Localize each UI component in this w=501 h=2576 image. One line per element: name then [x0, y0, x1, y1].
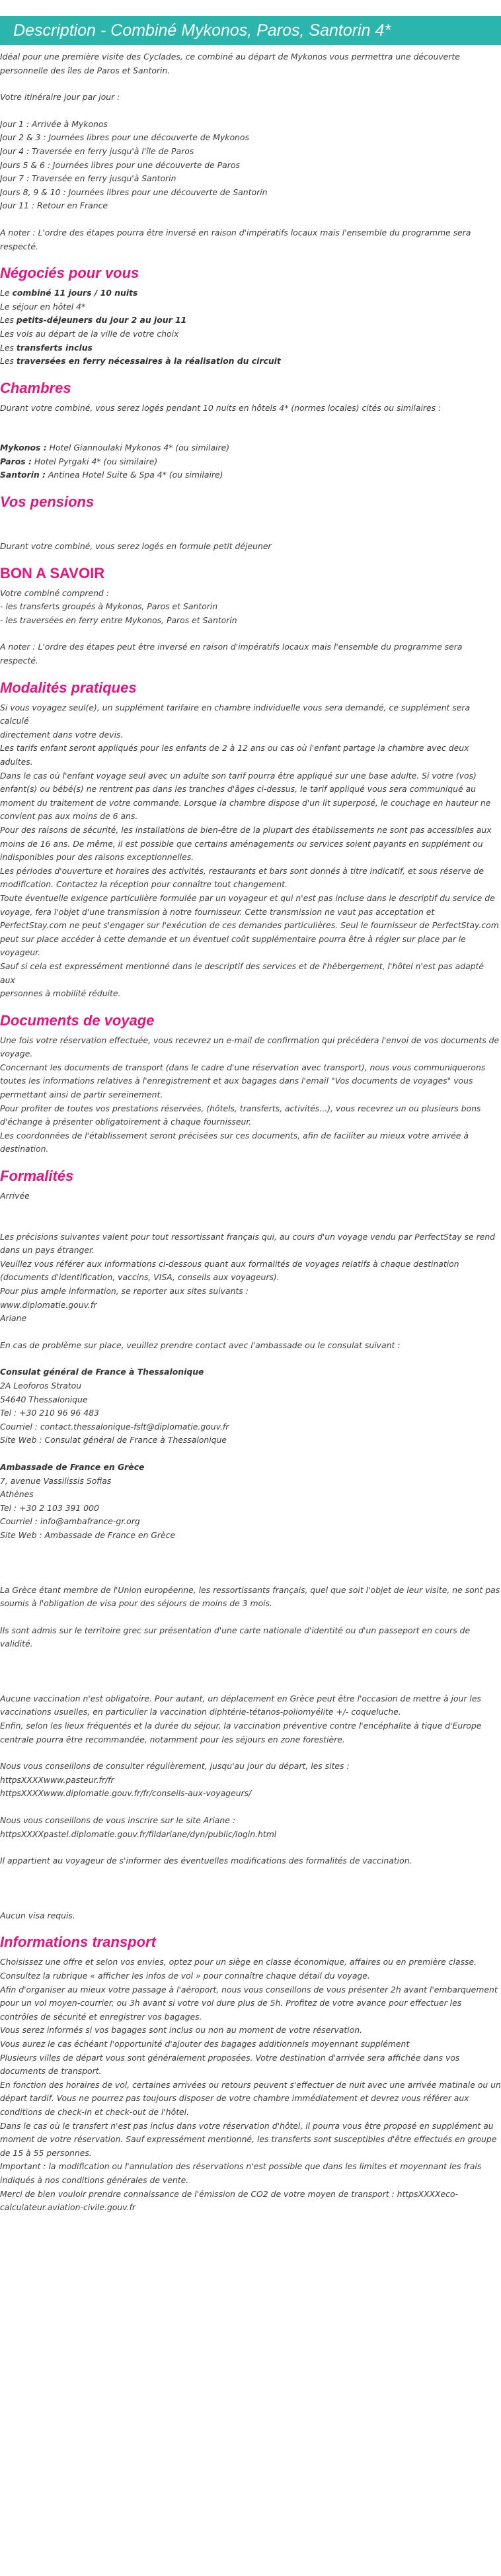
- meals-heading: Vos pensions: [0, 494, 95, 511]
- transport-line: Plusieurs villes de départ vous sont généralement proposées. Votre destination d'arrivée sera affichée dans vos: [0, 2052, 460, 2063]
- embassy-contact: [0, 1461, 501, 1543]
- consulate-contact: [0, 1365, 501, 1447]
- ariane-link[interactable]: Ariane: [0, 1313, 27, 1324]
- consulate-line: 2A Leoforos Stratou: [0, 1380, 82, 1391]
- itinerary-note: [0, 226, 501, 253]
- itinerary-day: Jour 11 : Retour en France: [0, 200, 108, 211]
- ariane-register: [0, 1814, 501, 1841]
- practical-line: Toute éventuelle exigence particulière formulée par un voyageur et qui n'est pas incluse dans le descriptif du service de: [0, 892, 495, 903]
- good-to-know-line: Votre combiné comprend :: [0, 587, 109, 598]
- consult-sites: [0, 1760, 501, 1801]
- item-prefix: Le: [0, 288, 13, 298]
- practical-line: voyage, fera l'objet d'une transmission à notre fournisseur. Cette transmission ne vaut pas acceptation et: [0, 906, 435, 917]
- practical-line: Les tarifs enfant seront appliqués pour les enfants de 2 à 12 ans ou cas où l'enfant partage la chambre avec deux adultes.: [0, 743, 469, 767]
- item-bold: traversées en ferry nécessaires à la réalisation du circuit: [16, 356, 281, 366]
- formalities-line: Veuillez vous référer aux informations ci-dessous quant aux formalités de voyages relatifs à chaque destination: [0, 1258, 459, 1269]
- co2-calculator-link[interactable]: calculateur.aviation-civile.gouv.fr: [0, 2202, 135, 2213]
- eu-line: soumis à l'obligation de visa pour des séjours de moins de 3 mois.: [0, 1598, 272, 1609]
- hotel-entry: [0, 468, 501, 482]
- practical-line: personnes à mobilité réduite.: [0, 988, 121, 999]
- pasteur-link[interactable]: httpsXXXXwww.pasteur.fr/fr: [0, 1774, 114, 1785]
- itinerary-note-line: respecté.: [0, 241, 38, 251]
- practical-line: peut sur place accéder à cette demande et un éventuel coût supplémentaire pourra être à régler sur place par le: [0, 933, 466, 944]
- practical-line: indisponibles pour des raisons exceptionnelles.: [0, 852, 194, 863]
- negotiated-item: [0, 300, 501, 314]
- good-to-know-line: - les transferts groupés à Mykonos, Paros et Santorin: [0, 601, 218, 612]
- register-line: Nous vous conseillons de vous inscrire sur le site Ariane :: [0, 1815, 235, 1826]
- transport-line: documents de transport.: [0, 2066, 102, 2077]
- hotel-name: Antinea Hotel Suite & Spa 4* (ou similaire): [46, 470, 223, 480]
- negotiated-item: [0, 314, 501, 327]
- transport-line: Afin d'organiser au mieux votre passage à l'aéroport, nous vous conseillons de vous présenter 2h avant l'embarquement: [0, 1984, 498, 1995]
- diplomatie-link[interactable]: www.diplomatie.gouv.fr: [0, 1299, 97, 1310]
- embassy-line: Tel : +30 2 103 391 000: [0, 1502, 99, 1513]
- formalities-heading: Formalités: [0, 1168, 74, 1185]
- itinerary-day: Jour 7 : Traversée en ferry jusqu'à Santorin: [0, 173, 176, 184]
- item-bold: petits-déjeuners du jour 2 au jour 11: [16, 315, 187, 325]
- rooms-intro: Durant votre combiné, vous serez logés pendant 10 nuits en hôtels 4* (normes locales) cités ou similaires :: [0, 402, 442, 413]
- practical-line: Sauf si cela est expressément mentionné dans le descriptif des services et de l'hébergement, l'hôtel n'est pas adapté aux: [0, 961, 484, 985]
- formalities-line: (documents d'identification, vaccins, VISA, conseils aux voyageurs).: [0, 1272, 280, 1283]
- practical-line: Les périodes d'ouverture et horaires des activités, restaurants et bars sont donnés à titre indicatif, et sous réserve de: [0, 865, 484, 876]
- documents-text: [0, 1034, 501, 1156]
- vaccine-line: Enfin, selon les lieux fréquentés et la durée du séjour, la vaccination préventive contre l'encéphalite à tique d'Europe: [0, 1721, 482, 1731]
- vaccination-text: [0, 1692, 501, 1746]
- transport-line: Important : la modification ou l'annulation des réservations n'est possible que dans les limites et moyennant les frais: [0, 2161, 482, 2172]
- practical-line: PerfectStay.com ne peut s'engager sur l'exécution de ces demandes particulières. Seul le fournisseur de PerfectStay.com: [0, 920, 499, 931]
- practical-line: Pour des raisons de sécurité, les installations de bien-être de la plupart des établissements ne sont pas accessibles aux: [0, 824, 492, 835]
- hotel-name: Hotel Giannoulaki Mykonos 4* (ou similaire): [46, 443, 230, 453]
- documents-heading: Documents de voyage: [0, 1011, 155, 1029]
- transport-line: Vous aurez le cas échéant l'opportunité d'ajouter des bagages additionnels moyennant supplément: [0, 2038, 410, 2049]
- good-to-know-line: - les traversées en ferry entre Mykonos, Paros et Santorin: [0, 615, 237, 625]
- documents-line: Pour profiter de toutes vos prestations réservées, (hôtels, transferts, activités...), vous recevrez un ou plusieurs bons: [0, 1103, 481, 1113]
- documents-line: d'échange à présenter obligatoirement à chaque fournisseur.: [0, 1117, 252, 1127]
- embassy-line: 7, avenue Vassilissis Sofias: [0, 1475, 112, 1486]
- transport-line: départ tardif. Vous ne pourrez pas toujours disposer de votre chambre immédiatement et devrez vous référer aux: [0, 2093, 469, 2104]
- hotel-island: Santorin :: [0, 470, 46, 480]
- documents-line: permettant ainsi de partir sereinement.: [0, 1090, 163, 1100]
- formalities-line: Les précisions suivantes valent pour tout ressortissant français qui, au cours d'un voyage vendu par PerfectStay se rend: [0, 1231, 496, 1242]
- vaccination-duty: Il appartient au voyageur de s'informer des éventuelles modifications des formalités de vaccination.: [0, 1856, 412, 1866]
- negotiated-heading: Négociés pour vous: [0, 265, 139, 282]
- item-prefix: Les: [0, 315, 17, 325]
- practical-line: directement dans votre devis.: [0, 729, 124, 740]
- transport-line: pour un vol moyen-courrier, ou 3h avant si votre vol dure plus de 5h. Profitez de votre avance pour effectuer les: [0, 1998, 462, 2008]
- practical-heading: Modalités pratiques: [0, 679, 137, 696]
- travel-advice-link[interactable]: httpsXXXXwww.diplomatie.gouv.fr/fr/conseils-aux-voyageurs/: [0, 1788, 252, 1799]
- intro-paragraph: [0, 50, 501, 77]
- practical-line: moins de 16 ans. De même, il est possible que certains aménagements ou services soient payants en supplément ou: [0, 838, 483, 849]
- negotiated-item: [0, 355, 501, 368]
- transport-heading: Informations transport: [0, 1934, 156, 1951]
- itinerary-day: Jour 1 : Arrivée à Mykonos: [0, 118, 108, 129]
- transport-line: Vous serez informés si vos bagages sont inclus ou non au moment de votre réservation.: [0, 2025, 362, 2036]
- vaccine-line: vaccinations usuelles, en particulier la vaccination diphtérie-tétanos-poliomyélite +/- coqueluche.: [0, 1707, 401, 1717]
- practical-text: [0, 701, 501, 1001]
- documents-line: destination.: [0, 1144, 49, 1154]
- transport-line: conditions de check-in et check-out de l'hôtel.: [0, 2106, 190, 2117]
- itinerary-note-line: A noter : L'ordre des étapes pourra être inversé en raison d'impératifs locaux mais l'ensemble du programme sera: [0, 227, 471, 237]
- rooms-heading: Chambres: [0, 379, 71, 396]
- itinerary-day: Jours 5 & 6 : Journées libres pour une découverte de Paros: [0, 159, 240, 170]
- meals-text: Durant votre combiné, vous serez logés en formule petit déjeuner: [0, 541, 272, 552]
- good-to-know-list: [0, 587, 501, 628]
- practical-line: modification. Contactez la réception pour connaître tout changement.: [0, 879, 288, 890]
- negotiated-item: [0, 341, 501, 355]
- practical-line: enfant(s) ou bébé(s) ne rentrent pas dans les tranches d'âges ci-dessus, le tarif appliqué vous sera communiqué au: [0, 784, 477, 794]
- item-prefix: Les: [0, 342, 17, 353]
- transport-line: Merci de bien vouloir prendre connaissance de l'émission de CO2 de votre moyen de transport : httpsXXXXeco-: [0, 2188, 458, 2199]
- consulate-title: Consulat général de France à Thessalonique: [0, 1367, 204, 1377]
- embassy-line: Site Web : Ambassade de France en Grèce: [0, 1529, 176, 1540]
- transport-line: contrôles de sécurité et enregistrer vos bagages.: [0, 2011, 202, 2022]
- embassy-line: Athènes: [0, 1489, 34, 1500]
- ariane-login-link[interactable]: httpsXXXXpastel.diplomatie.gouv.fr/fildariane/dyn/public/login.html: [0, 1828, 277, 1839]
- vaccine-line: centrale pourra être recommandée, notamment pour les séjours en zone forestière.: [0, 1734, 345, 1744]
- transport-text: [0, 1955, 501, 2214]
- documents-line: Les coordonnées de l'établissement seront précisées sur ces documents, afin de faciliter au mieux votre arrivée à: [0, 1130, 469, 1140]
- item-bold: combiné 11 jours / 10 nuits: [12, 288, 138, 298]
- id-line: validité.: [0, 1639, 33, 1649]
- transport-line: de 15 à 55 personnes.: [0, 2147, 92, 2158]
- consulate-line: Tel : +30 210 96 96 483: [0, 1408, 99, 1418]
- hotel-entry: [0, 455, 501, 469]
- embassy-line: Courriel : info@ambafrance-gr.org: [0, 1516, 140, 1527]
- documents-line: toutes les informations relatives à l'enregistrement et aux bagages dans l'email "Vos documents de voyages" vous: [0, 1076, 473, 1086]
- item-prefix: Le séjour en hôtel 4*: [0, 301, 86, 312]
- practical-line: Si vous voyagez seul(e), un supplément tarifaire en chambre individuelle vous sera demandé, ce supplément sera calculé: [0, 702, 471, 726]
- hotel-list: [0, 441, 501, 482]
- description-content: [0, 45, 501, 2215]
- consulate-line: Site Web : Consulat général de France à Thessalonique: [0, 1435, 227, 1445]
- itinerary-list: [0, 118, 501, 213]
- hotel-entry: [0, 441, 501, 455]
- intro-line: personnelle des îles de Paros et Santorin.: [0, 65, 171, 75]
- eu-line: La Grèce étant membre de l'Union européenne, les ressortissants français, quel que soit l'objet de leur visite, ne sont pas: [0, 1584, 500, 1595]
- itinerary-day: Jour 4 : Traversée en ferry jusqu'à l'île de Paros: [0, 146, 194, 156]
- item-bold: transferts inclus: [16, 342, 93, 353]
- itinerary-day: Jours 8, 9 & 10 : Journées libres pour une découverte de Santorin: [0, 187, 268, 197]
- id-requirement-text: [0, 1624, 501, 1651]
- transport-line: Choisissez une offre et selon vos envies, optez pour un siège en classe économique, affaires ou en première classe.: [0, 1957, 477, 1967]
- consult-line: Nous vous conseillons de consulter régulièrement, jusqu'au jour du départ, les sites :: [0, 1761, 350, 1772]
- consulate-line: Courriel : contact.thessalonique-fslt@diplomatie.gouv.fr: [0, 1421, 229, 1432]
- documents-line: Concernant les documents de transport (dans le cadre d'une réservation avec transport), nous vous communiquerons: [0, 1062, 486, 1072]
- visa-text: Aucun visa requis.: [0, 1910, 75, 1920]
- page: [0, 16, 501, 2215]
- vaccine-line: Aucune vaccination n'est obligatoire. Pour autant, un déplacement en Grèce peut être l'occasion de mettre à jour les: [0, 1693, 481, 1703]
- embassy-title: Ambassade de France en Grèce: [0, 1461, 145, 1472]
- consulate-line: 54640 Thessalonique: [0, 1394, 88, 1404]
- documents-line: voyage.: [0, 1049, 33, 1059]
- hotel-island: Mykonos :: [0, 443, 47, 453]
- itinerary-title: Votre itinéraire jour par jour :: [0, 92, 120, 103]
- negotiated-item: [0, 327, 501, 341]
- transport-line: moment de votre réservation. Sauf expressément mentionné, les transferts sont susceptibles d'être effectués en groupe: [0, 2134, 497, 2145]
- negotiated-list: [0, 286, 501, 368]
- item-prefix: Les: [0, 356, 17, 366]
- good-to-know-heading: BON A SAVOIR: [0, 564, 105, 581]
- documents-line: Une fois votre réservation effectuée, vous recevrez un e-mail de confirmation qui précédera l'envoi de vos documents de: [0, 1035, 500, 1045]
- formalities-line: Pour plus ample information, se reporter aux sites suivants :: [0, 1286, 249, 1296]
- id-line: Ils sont admis sur le territoire grec sur présentation d'une carte nationale d'identité ou d'un passeport en cours de: [0, 1625, 471, 1635]
- practical-line: convient pas aux moins de 6 ans.: [0, 811, 138, 822]
- negotiated-item: [0, 286, 501, 300]
- formalities-problem: En cas de problème sur place, veuillez prendre contact avec l'ambassade ou le consulat suivant :: [0, 1340, 401, 1350]
- transport-line: Dans le cas où le transfert n'est pas inclus dans votre réservation d'hôtel, il pourra vous être proposé en supplément au: [0, 2120, 494, 2131]
- formalities-info: [0, 1230, 501, 1326]
- formalities-line: dans un pays étranger.: [0, 1245, 95, 1256]
- practical-line: voyageur.: [0, 947, 41, 958]
- transport-line: En fonction des horaires de vol, certaines arrivées ou retours peuvent s'effectuer de nuit avec une arrivée matinale ou un: [0, 2079, 501, 2090]
- formalities-arrival: Arrivée: [0, 1191, 30, 1201]
- hotel-name: Hotel Pyrgaki 4* (ou similaire): [31, 456, 158, 466]
- transport-line: indiqués à nos conditions générales de vente.: [0, 2174, 189, 2185]
- good-to-know-note: A noter : L'ordre des étapes peut être inversé en raison d'impératifs locaux mais l'ensemble du programme sera respecté.: [0, 642, 463, 666]
- eu-membership-text: [0, 1584, 501, 1611]
- intro-line: Idéal pour une première visite des Cyclades, ce combiné au départ de Mykonos vous permettra une découverte: [0, 52, 460, 62]
- description-banner-title: Description - Combiné Mykonos, Paros, Santorin 4*: [0, 16, 501, 45]
- practical-line: moment du traitement de votre commande. Lorsque la chambre dispose d'un lit superposé, le couchage en hauteur ne: [0, 797, 491, 808]
- practical-line: Dans le cas où l'enfant voyage seul avec un adulte son tarif pourra être appliqué sur une base adulte. Si votre (vos): [0, 770, 477, 781]
- hotel-island: Paros :: [0, 456, 32, 466]
- transport-line: Consultez la rubrique « afficher les infos de vol » pour connaître chaque détail du voyage.: [0, 1971, 370, 1981]
- itinerary-day: Jour 2 & 3 : Journées libres pour une découverte de Mykonos: [0, 132, 249, 143]
- item-prefix: Les vols au départ de la ville de votre choix: [0, 328, 179, 339]
